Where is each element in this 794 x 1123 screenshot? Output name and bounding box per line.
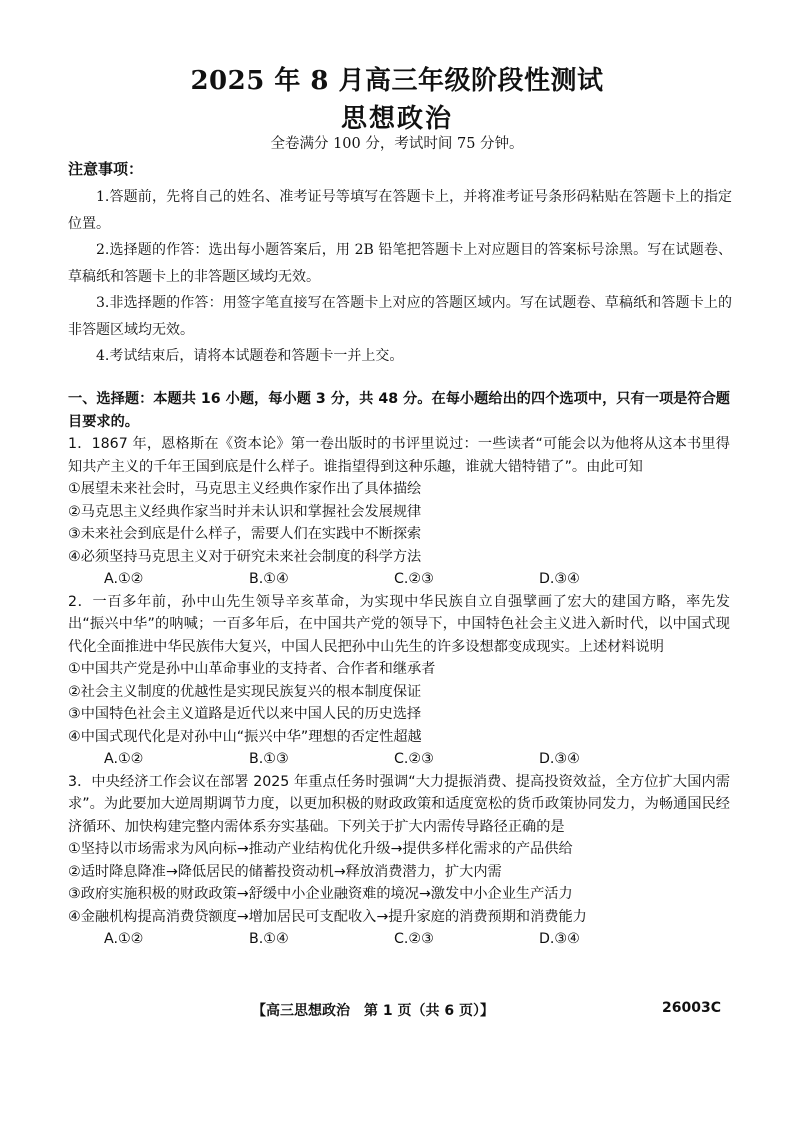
option-item: ①中国共产党是孙中山革命事业的支持者、合作者和继承者: [68, 661, 436, 677]
question-stem: 2．一百多年前，孙中山先生领导辛亥革命，为实现中华民族自立自强擘画了宏大的建国方略，率先发出“振兴中华”的呐喊；一百多年后，在中国共产党的领导下，中国特色社会主义进入新时代，以中国式现代化全面推进中华民族伟大复兴，中国人民把孙中山先生的许多设想都变成现实。上述材料说明: [68, 593, 730, 655]
answer-choices: [68, 568, 730, 591]
notice-list: [68, 184, 732, 370]
choice-b: B.①④: [249, 931, 289, 947]
subject-title: 思想政治: [340, 104, 453, 134]
choice-a: A.①②: [104, 751, 144, 767]
option-item: ④中国式现代化是对孙中山“振兴中华”理想的否定性超越: [68, 728, 422, 745]
choice-d: D.③④: [539, 751, 580, 767]
notice-item: 2.选择题的作答：选出每小题答案后，用 2B 铅笔把答题卡上对应题目的答案标号涂黑。写在试题卷、草稿纸和答题卡上的非答题区域均无效。: [68, 242, 732, 285]
question-1: [68, 433, 730, 591]
exam-title: 2025 年 8 月高三年级阶段性测试: [190, 66, 604, 96]
option-item: ④必须坚持马克思主义对于研究未来社会制度的科学方法: [68, 548, 422, 565]
choice-d: D.③④: [539, 931, 580, 947]
option-item: ②适时降息降准→降低居民的储蓄投资动机→释放消费潜力，扩大内需: [68, 863, 502, 880]
option-item: ③中国特色社会主义道路是近代以来中国人民的历史选择: [68, 706, 422, 722]
choice-c: C.②③: [394, 751, 434, 767]
notice-item: 4.考试结束后，请将本试题卷和答题卡一并上交。: [96, 348, 404, 364]
choice-c: C.②③: [394, 931, 434, 947]
question-stem: 3．中央经济工作会议在部署 2025 年重点任务时强调“大力提振消费、提高投资效益，全方位扩大国内需求”。为此要加大逆周期调节力度，以更加积极的财政政策和适度宽松的货币政策协同发力，为畅通国民经济循环、加快构建完整内需体系夯实基础。下列关于扩大内需传导路径正确的是: [68, 773, 730, 835]
paper-code: 26003C: [662, 1000, 721, 1016]
page-number: 【高三思想政治 第 1 页（共 6 页）】: [252, 1003, 494, 1019]
question-stem: 1．1867 年，恩格斯在《资本论》第一卷出版时的书评里说过：一些读者“可能会以为他将从这本书里得知共产主义的千年王国到底是什么样子。谁指望得到这种乐趣，谁就大错特错了”。由此可知: [68, 436, 730, 475]
section-heading: 一、选择题：本题共 16 小题，每小题 3 分，共 48 分。在每小题给出的四个选项中，只有一项是符合题目要求的。: [68, 391, 730, 430]
choice-c: C.②③: [394, 571, 434, 587]
option-item: ②马克思主义经典作家当时并未认识和掌握社会发展规律: [68, 503, 422, 520]
choice-d: D.③④: [539, 571, 580, 587]
question-3: [68, 771, 730, 951]
notice-item: 1.答题前，先将自己的姓名、准考证号等填写在答题卡上，并将准考证号条形码粘贴在答题卡上的指定位置。: [68, 189, 732, 232]
choice-a: A.①②: [104, 571, 144, 587]
answer-choices: [68, 748, 730, 771]
choice-b: B.①③: [249, 751, 289, 767]
option-item: ④金融机构提高消费贷额度→增加居民可支配收入→提升家庭的消费预期和消费能力: [68, 908, 587, 925]
exam-info: 全卷满分 100 分，考试时间 75 分钟。: [270, 136, 524, 152]
option-item: ②社会主义制度的优越性是实现民族复兴的根本制度保证: [68, 683, 422, 700]
notice-item: 3.非选择题的作答：用签字笔直接写在答题卡上对应的答题区域内。写在试题卷、草稿纸和答题卡上的非答题区域均无效。: [68, 295, 732, 338]
option-item: ③未来社会到底是什么样子，需要人们在实践中不断探索: [68, 526, 422, 542]
choice-b: B.①④: [249, 571, 289, 587]
answer-choices: [68, 928, 730, 951]
option-item: ③政府实施积极的财政政策→舒缓中小企业融资难的境况→激发中小企业生产活力: [68, 886, 573, 902]
notice-heading: 注意事项：: [68, 160, 144, 178]
option-item: ①展望未来社会时，马克思主义经典作家作出了具体描绘: [68, 481, 422, 497]
option-item: ①坚持以市场需求为风向标→推动产业结构优化升级→提供多样化需求的产品供给: [68, 841, 573, 857]
question-2: [68, 591, 730, 771]
choice-a: A.①②: [104, 931, 144, 947]
questions-area: [68, 388, 730, 951]
